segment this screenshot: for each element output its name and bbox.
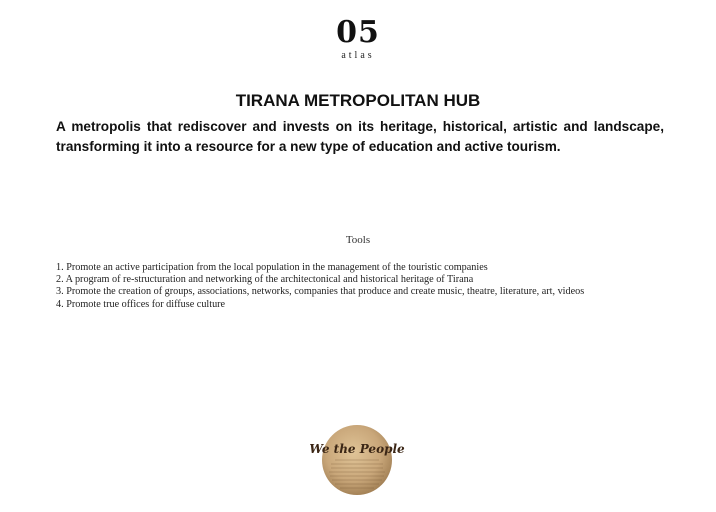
page-title: TIRANA METROPOLITAN HUB <box>235 91 481 110</box>
tools-heading: Tools <box>345 234 371 246</box>
tools-item: 1. Promote an active participation from the local population in the management of the touristic companies <box>56 262 488 273</box>
lead-paragraph: A metropolis that rediscover and invests on its heritage, historical, artistic and landscape, transforming it into a resource for a new type of education and active tourism. <box>56 119 664 154</box>
seal-script-text: We the People <box>309 442 405 456</box>
tools-item: 3. Promote the creation of groups, associations, networks, companies that produce and create music, theatre, literature, art, videos <box>56 286 585 298</box>
tools-item: 2. A program of re-structuration and networking of the architectonical and historical heritage of Tirana <box>56 274 474 286</box>
atlas-number: 05 <box>336 15 380 50</box>
tools-item: 4. Promote true offices for diffuse culture <box>56 298 226 310</box>
atlas-label: atlas <box>341 50 375 61</box>
we-the-people-seal-icon <box>309 424 405 496</box>
tools-list <box>56 262 668 311</box>
